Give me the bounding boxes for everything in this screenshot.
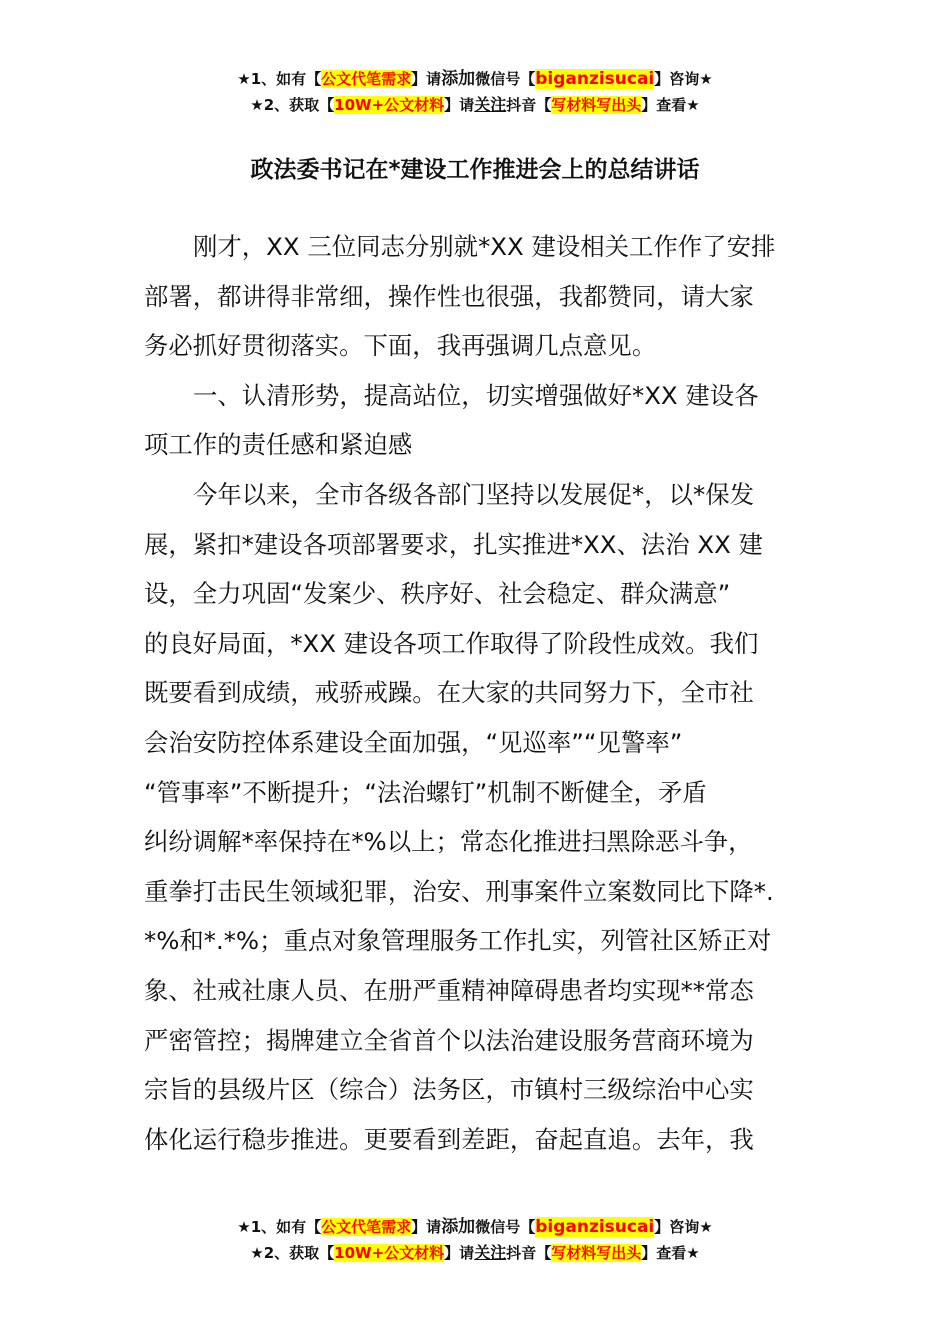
text-line: 体化运行稳步推进。更要看到差距，奋起直追。去年，我 — [144, 1124, 754, 1154]
footer-banner — [0, 1214, 950, 1266]
highlight-wechat-id: biganzisucai — [535, 1217, 655, 1237]
star-icon: ★ — [237, 70, 251, 88]
header-banner — [0, 66, 950, 118]
text-line: 展，紧扣*建设各项部署要求，扎实推进*XX、法治 XX 建 — [144, 529, 763, 559]
text-line: *%和*.*%；重点对象管理服务工作扎实，列管社区矫正对 — [144, 926, 772, 956]
text-line: 既要看到成绩，戒骄戒躁。在大家的共同努力下，全市社 — [144, 678, 754, 708]
text-line: 的良好局面，*XX 建设各项工作取得了阶段性成效。我们 — [144, 628, 759, 658]
banner-line-1: ★1、如有【公文代笔需求】请添加微信号【biganzisucai】咨询★ — [237, 1217, 713, 1237]
star-icon: ★ — [250, 1244, 264, 1262]
star-icon: ★ — [686, 96, 700, 114]
text-line: 宗旨的县级片区（综合）法务区，市镇村三级综治中心实 — [144, 1075, 754, 1105]
text-line: 设，全力巩固“发案少、秩序好、社会稳定、群众满意” — [144, 579, 731, 609]
text-line: 今年以来，全市各级各部门坚持以发展促*，以*保发 — [193, 479, 754, 509]
star-icon: ★ — [699, 1218, 713, 1236]
text-line: 会治安防控体系建设全面加强，“见巡率”“见警率” — [144, 727, 683, 757]
text-line: 象、社戒社康人员、在册严重精神障碍患者均实现**常态 — [144, 975, 754, 1005]
star-icon: ★ — [250, 96, 264, 114]
highlight-materials: 10W+公文材料 — [334, 96, 445, 114]
text-line: 重拳打击民生领域犯罪，治安、刑事案件立案数同比下降*. — [144, 876, 774, 906]
text-line: “管事率”不断提升；“法治螺钉”机制不断健全，矛盾 — [144, 777, 707, 807]
text-line: 刚才，XX 三位同志分别就*XX 建设相关工作作了安排 — [193, 232, 776, 261]
text-line: 务必抓好贯彻落实。下面，我再强调几点意见。 — [144, 331, 657, 361]
section-heading-line: 一、认清形势，提高站位，切实增强做好*XX 建设各 — [193, 380, 759, 410]
text-line: 严密管控；揭牌建立全省首个以法治建设服务营商环境为 — [144, 1025, 754, 1055]
highlight-service: 公文代笔需求 — [321, 1218, 412, 1236]
star-icon: ★ — [699, 70, 713, 88]
banner-line-2: ★2、获取【10W+公文材料】请关注抖音【写材料写出头】查看★ — [250, 95, 700, 114]
highlight-douyin: 写材料写出头 — [551, 96, 642, 114]
highlight-wechat-id: biganzisucai — [535, 69, 655, 89]
banner-line-2: ★2、获取【10W+公文材料】请关注抖音【写材料写出头】查看★ — [250, 1243, 700, 1262]
document-body — [144, 222, 806, 1164]
highlight-douyin: 写材料写出头 — [551, 1244, 642, 1262]
text-line: 部署，都讲得非常细，操作性也很强，我都赞同，请大家 — [144, 281, 754, 311]
text-line: 纠纷调解*率保持在*%以上；常态化推进扫黑除恶斗争， — [144, 827, 753, 857]
section-heading-line: 项工作的责任感和紧迫感 — [144, 430, 413, 460]
banner-line-1: ★1、如有【公文代笔需求】请添加微信号【biganzisucai】咨询★ — [237, 69, 713, 89]
document-title: 政法委书记在*建设工作推进会上的总结讲话 — [250, 157, 700, 183]
highlight-service: 公文代笔需求 — [321, 70, 412, 88]
highlight-materials: 10W+公文材料 — [334, 1244, 445, 1262]
star-icon: ★ — [237, 1218, 251, 1236]
star-icon: ★ — [686, 1244, 700, 1262]
